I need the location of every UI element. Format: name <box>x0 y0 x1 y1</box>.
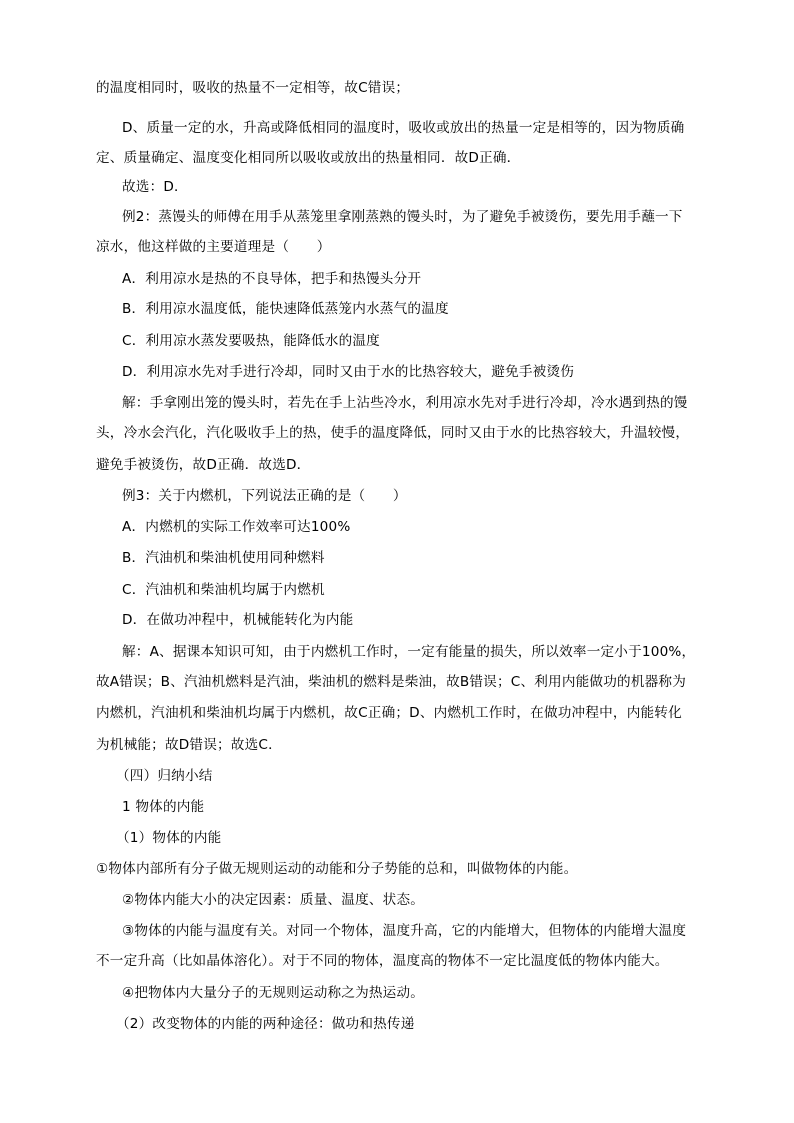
text-line: C．汽油机和柴油机均属于内燃机 <box>122 582 325 598</box>
text-line: 解：手拿刚出笼的馒头时，若先在手上沾些冷水，利用凉水先对手进行冷却，冷水遇到热的馒 <box>122 395 688 411</box>
text-line: 不一定升高（比如晶体溶化）。对于不同的物体，温度高的物体不一定比温度低的物体内能大。 <box>96 953 669 969</box>
text-line: 故A错误；B、汽油机燃料是汽油，柴油机的燃料是柴油，故B错误；C、利用内能做功的机器称为 <box>96 674 686 690</box>
text-line: ①物体内部所有分子做无规则运动的动能和分子势能的总和，叫做物体的内能。 <box>96 861 578 877</box>
text-line: A．内燃机的实际工作效率可达100% <box>122 519 351 535</box>
text-line: 为机械能；故D错误；故选C． <box>96 737 282 753</box>
text-line: B．利用凉水温度低，能快速降低蒸笼内水蒸气的温度 <box>122 301 449 317</box>
subsection-heading: 1 物体的内能 <box>122 799 205 815</box>
text-line: 解：A、据课本知识可知，由于内燃机工作时，一定有能量的损失，所以效率一定小于100%， <box>122 644 696 660</box>
subsection-heading: （1）物体的内能 <box>116 830 222 846</box>
text-line: 定、质量确定、温度变化相同所以吸收或放出的热量相同．故D正确． <box>96 150 521 166</box>
text-line: 故选：D． <box>122 179 188 195</box>
text-line: 例2：蒸馒头的师傅在用手从蒸笼里拿刚蒸熟的馒头时，为了避免手被烫伤，要先用手蘸一下 <box>122 209 683 225</box>
text-line: 凉水，他这样做的主要道理是（ ） <box>96 239 331 255</box>
text-line: ②物体内能大小的决定因素：质量、温度、状态。 <box>122 892 425 908</box>
text-line: D、质量一定的水，升高或降低相同的温度时，吸收或放出的热量一定是相等的，因为物质确 <box>122 120 685 136</box>
text-line: A．利用凉水是热的不良导体，把手和热馒头分开 <box>122 271 422 287</box>
section-heading: （四）归纳小结 <box>116 768 213 784</box>
text-line: D．利用凉水先对手进行冷却，同时又由于水的比热容较大，避免手被烫伤 <box>122 364 575 380</box>
subsection-heading: （2）改变物体的内能的两种途径：做功和热传递 <box>116 1016 415 1032</box>
text-line: ④把物体内大量分子的无规则运动称之为热运动。 <box>122 985 425 1001</box>
text-line: 内燃机，汽油机和柴油机均属于内燃机，故C正确；D、内燃机工作时，在做功冲程中，内能转化 <box>96 705 682 721</box>
text-line: 例3：关于内燃机，下列说法正确的是（ ） <box>122 488 407 504</box>
text-line: B．汽油机和柴油机使用同种燃料 <box>122 550 325 566</box>
text-line: 的温度相同时，吸收的热量不一定相等，故C错误； <box>96 80 410 96</box>
text-line: C．利用凉水蒸发要吸热，能降低水的温度 <box>122 333 380 349</box>
text-line: 避免手被烫伤，故D正确．故选D． <box>96 457 311 473</box>
text-line: D．在做功冲程中，机械能转化为内能 <box>122 612 354 628</box>
text-line: 头，冷水会汽化，汽化吸收手上的热，使手的温度降低，同时又由于水的比热容较大，升温较慢， <box>96 425 690 441</box>
text-line: ③物体的内能与温度有关。对同一个物体，温度升高，它的内能增大，但物体的内能增大温度 <box>122 923 687 939</box>
